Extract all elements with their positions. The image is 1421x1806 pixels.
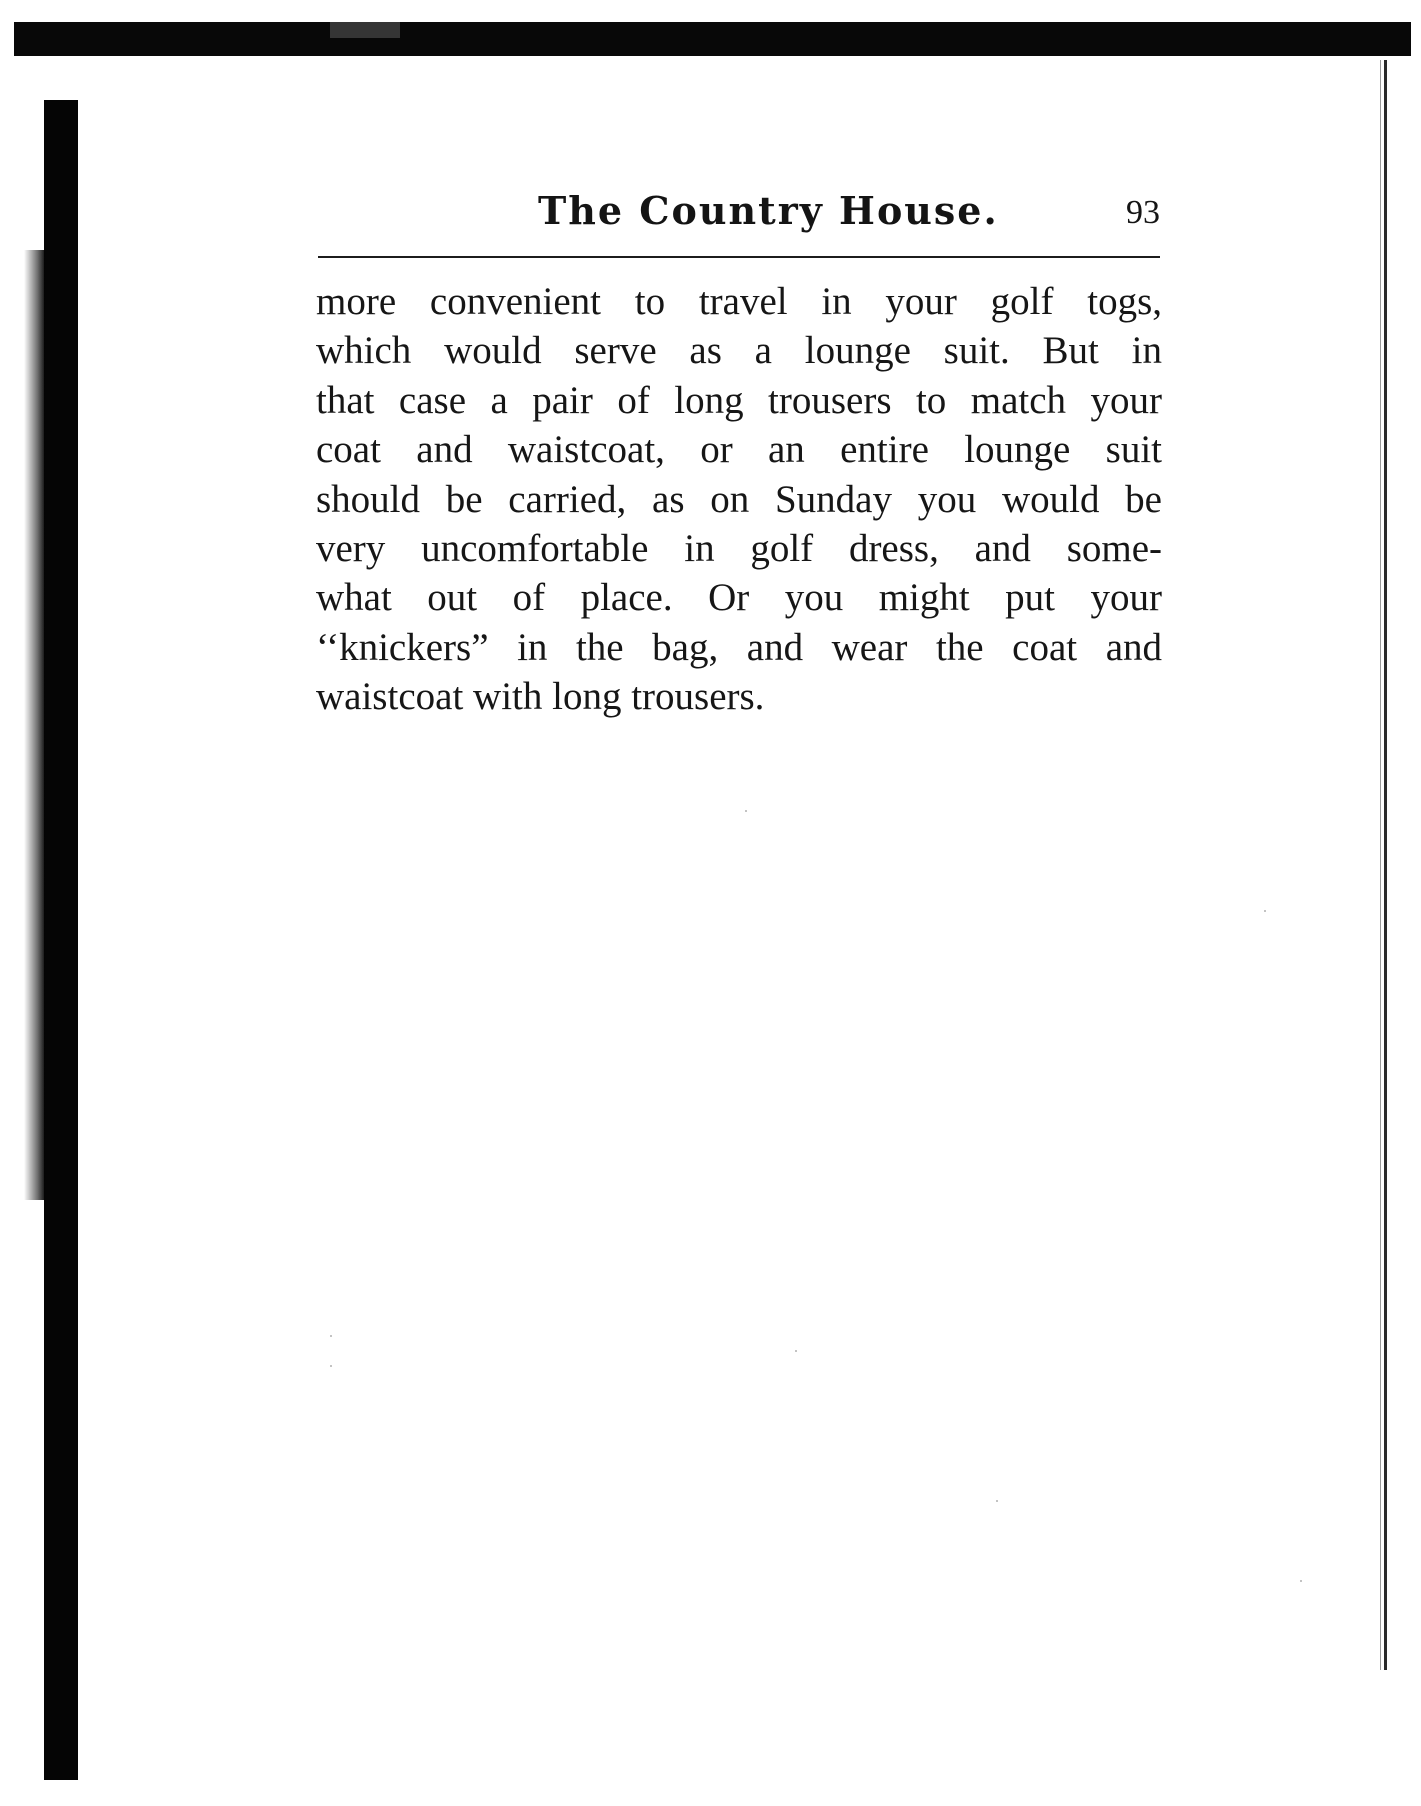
scan-left-border-shadow — [24, 250, 46, 1200]
scan-left-border — [44, 100, 78, 1780]
body-line: very uncomfortable in golf dress, and some- — [316, 527, 1162, 571]
paper-speck — [1300, 1580, 1302, 1582]
paper-speck — [996, 1500, 998, 1502]
scan-top-border-fleck — [330, 22, 400, 38]
scan-right-border-line — [1380, 60, 1381, 1670]
paper-speck — [1264, 910, 1266, 912]
body-line: which would serve as a lounge suit. But in — [316, 329, 1162, 373]
scan-right-border — [1384, 60, 1387, 1670]
paper-speck — [330, 1335, 332, 1337]
paper-speck — [330, 1365, 332, 1367]
paper-speck — [745, 810, 747, 812]
page-number: 93 — [1126, 194, 1160, 231]
paper-speck — [795, 1350, 797, 1352]
body-paragraph — [316, 277, 1162, 722]
body-line: coat and waistcoat, or an entire lounge suit — [316, 428, 1162, 472]
running-head — [318, 188, 1160, 250]
body-line: ‘‘knickers” in the bag, and wear the coat and — [316, 625, 1162, 669]
running-title: The Country House. — [538, 188, 999, 233]
body-line: waistcoat with long trousers. — [316, 675, 765, 719]
body-line: what out of place. Or you might put your — [316, 576, 1162, 620]
header-rule — [318, 256, 1160, 258]
body-line: should be carried, as on Sunday you would be — [316, 477, 1162, 521]
body-line: more convenient to travel in your golf togs, — [316, 280, 1162, 323]
scan-top-border — [14, 22, 1411, 56]
body-line: that case a pair of long trousers to match your — [316, 378, 1162, 422]
